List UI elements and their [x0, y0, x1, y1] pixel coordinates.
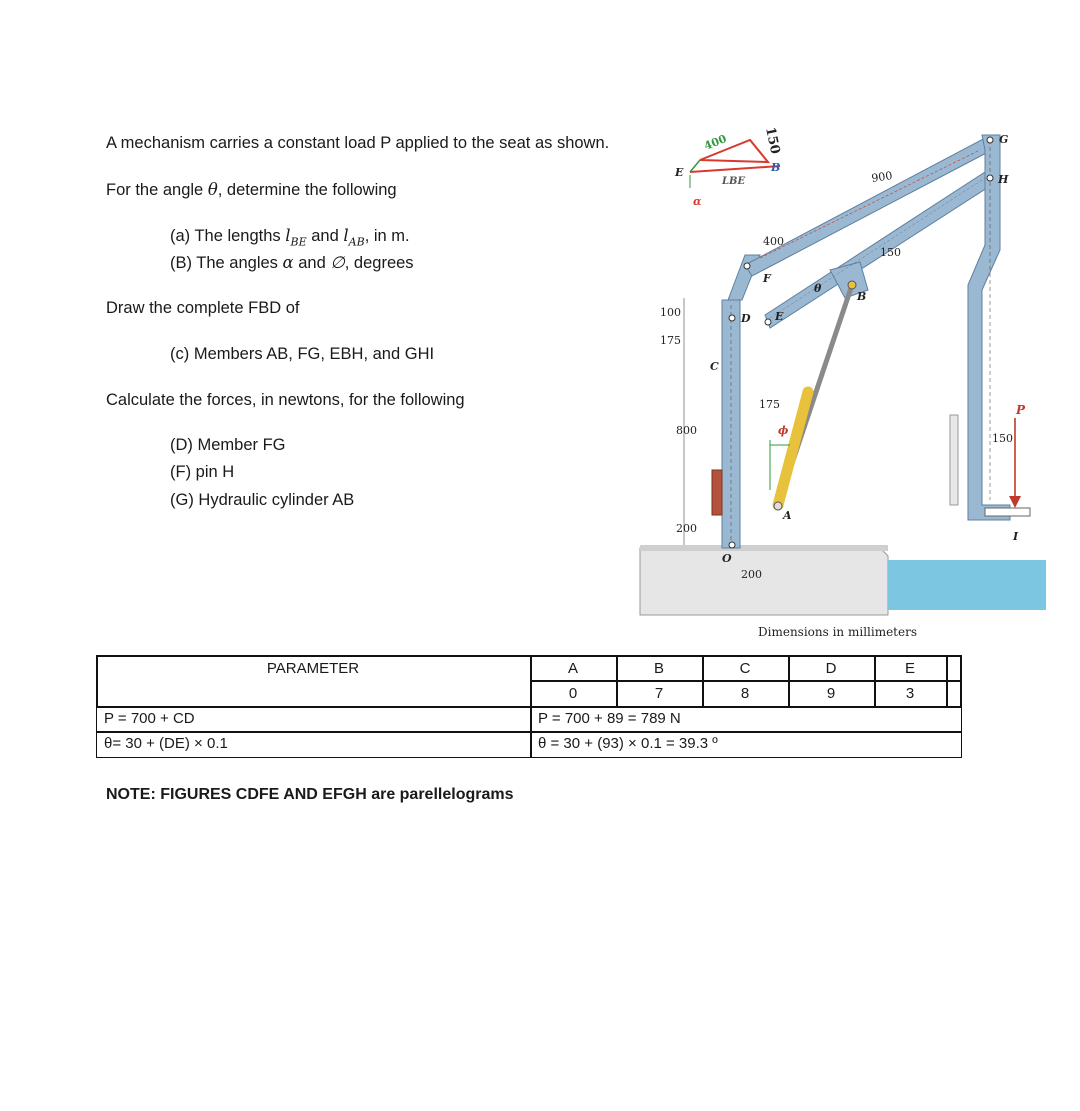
pin-b [848, 281, 856, 289]
item-c: (c) Members AB, FG, EBH, and GHI [170, 345, 435, 363]
dim-400: 400 [763, 235, 784, 248]
dim-150-top: 150 [880, 246, 901, 259]
dim-200-left: 200 [676, 522, 697, 535]
label-d: D [741, 312, 751, 325]
seat-back [950, 415, 958, 505]
dim-150-right: 150 [992, 432, 1013, 445]
label-phi: ϕ [778, 424, 789, 437]
pin-o [729, 542, 735, 548]
table-val-a: 0 [568, 685, 578, 702]
pin-g [987, 137, 993, 143]
item-g: (G) Hydraulic cylinder AB [170, 491, 355, 509]
label-a: A [783, 509, 792, 522]
fbd-heading: Draw the complete FBD of [106, 299, 300, 317]
table-col-c: C [739, 660, 751, 677]
inset-alpha: α [693, 195, 702, 208]
label-p: P [1016, 403, 1026, 417]
table-col-divider [946, 655, 948, 708]
label-e: E [775, 310, 784, 323]
label-h: H [998, 173, 1009, 186]
ground-block [640, 548, 888, 615]
inset-lbe: LBE [722, 176, 746, 187]
table-col-d: D [825, 660, 837, 677]
table-col-b: B [653, 660, 664, 677]
table-val-e: 3 [905, 685, 915, 702]
label-i: I [1013, 530, 1019, 543]
note-text: NOTE: FIGURES CDFE AND EFGH are parellelograms [106, 786, 514, 803]
formula-row-divider [96, 731, 962, 733]
inset-e-label: E [675, 166, 684, 179]
dim-800: 800 [676, 424, 697, 437]
dim-175-mid: 175 [759, 398, 780, 411]
pin-e [765, 319, 771, 325]
forces-heading: Calculate the forces, in newtons, for the following [106, 391, 465, 409]
intro-text: A mechanism carries a constant load P applied to the seat as shown. [106, 134, 610, 152]
label-theta: θ [814, 282, 822, 295]
formula-col-divider [530, 706, 532, 758]
inset-400: 400 [702, 132, 729, 153]
load-arrow-head [1009, 496, 1021, 508]
pin-d [729, 315, 735, 321]
item-d: (D) Member FG [170, 436, 286, 454]
dim-175-left: 175 [660, 334, 681, 347]
water [888, 560, 1046, 610]
figure-caption: Dimensions in millimeters [758, 625, 917, 639]
table-val-b: 7 [654, 685, 664, 702]
table-param-header: PARAMETER [266, 660, 360, 677]
item-f: (F) pin H [170, 463, 235, 481]
table-val-d: 9 [826, 685, 836, 702]
label-g: G [999, 133, 1009, 146]
angle-instruction: For the angle θ, determine the following [106, 180, 397, 199]
label-f: F [763, 272, 771, 285]
row-p-value: P = 700 + 89 = 789 N [538, 710, 681, 727]
table-val-c: 8 [740, 685, 750, 702]
ground-top [640, 545, 888, 551]
inset-b-label: B [771, 161, 781, 174]
label-c: C [710, 360, 719, 373]
table-row-divider [530, 680, 962, 682]
pin-h [987, 175, 993, 181]
label-b: B [857, 290, 867, 303]
table-col-a: A [567, 660, 578, 677]
seat [985, 508, 1030, 516]
inset-alpha-line [690, 160, 700, 172]
row-p-label: P = 700 + CD [104, 710, 195, 727]
dim-200-bottom: 200 [741, 568, 762, 581]
item-b: (B) The angles α and ∅, degrees [170, 253, 414, 272]
dim-900: 900 [870, 169, 894, 185]
dim-100: 100 [660, 306, 681, 319]
table-col-e: E [904, 660, 915, 677]
inset-lbe-line [690, 166, 780, 172]
inset-150: 150 [762, 125, 783, 156]
hydraulic-cylinder [778, 392, 808, 505]
item-a: (a) The lengths $l_{BE}$ and $l_{AB}$, in m. [170, 226, 410, 249]
row-theta-label: θ= 30 + (DE) × 0.1 [104, 735, 228, 752]
pin-a [774, 502, 782, 510]
pump-fixture [712, 470, 722, 515]
row-theta-value: θ = 30 + (93) × 0.1 = 39.3 º [538, 735, 718, 752]
label-o: O [722, 552, 732, 565]
pin-f [744, 263, 750, 269]
